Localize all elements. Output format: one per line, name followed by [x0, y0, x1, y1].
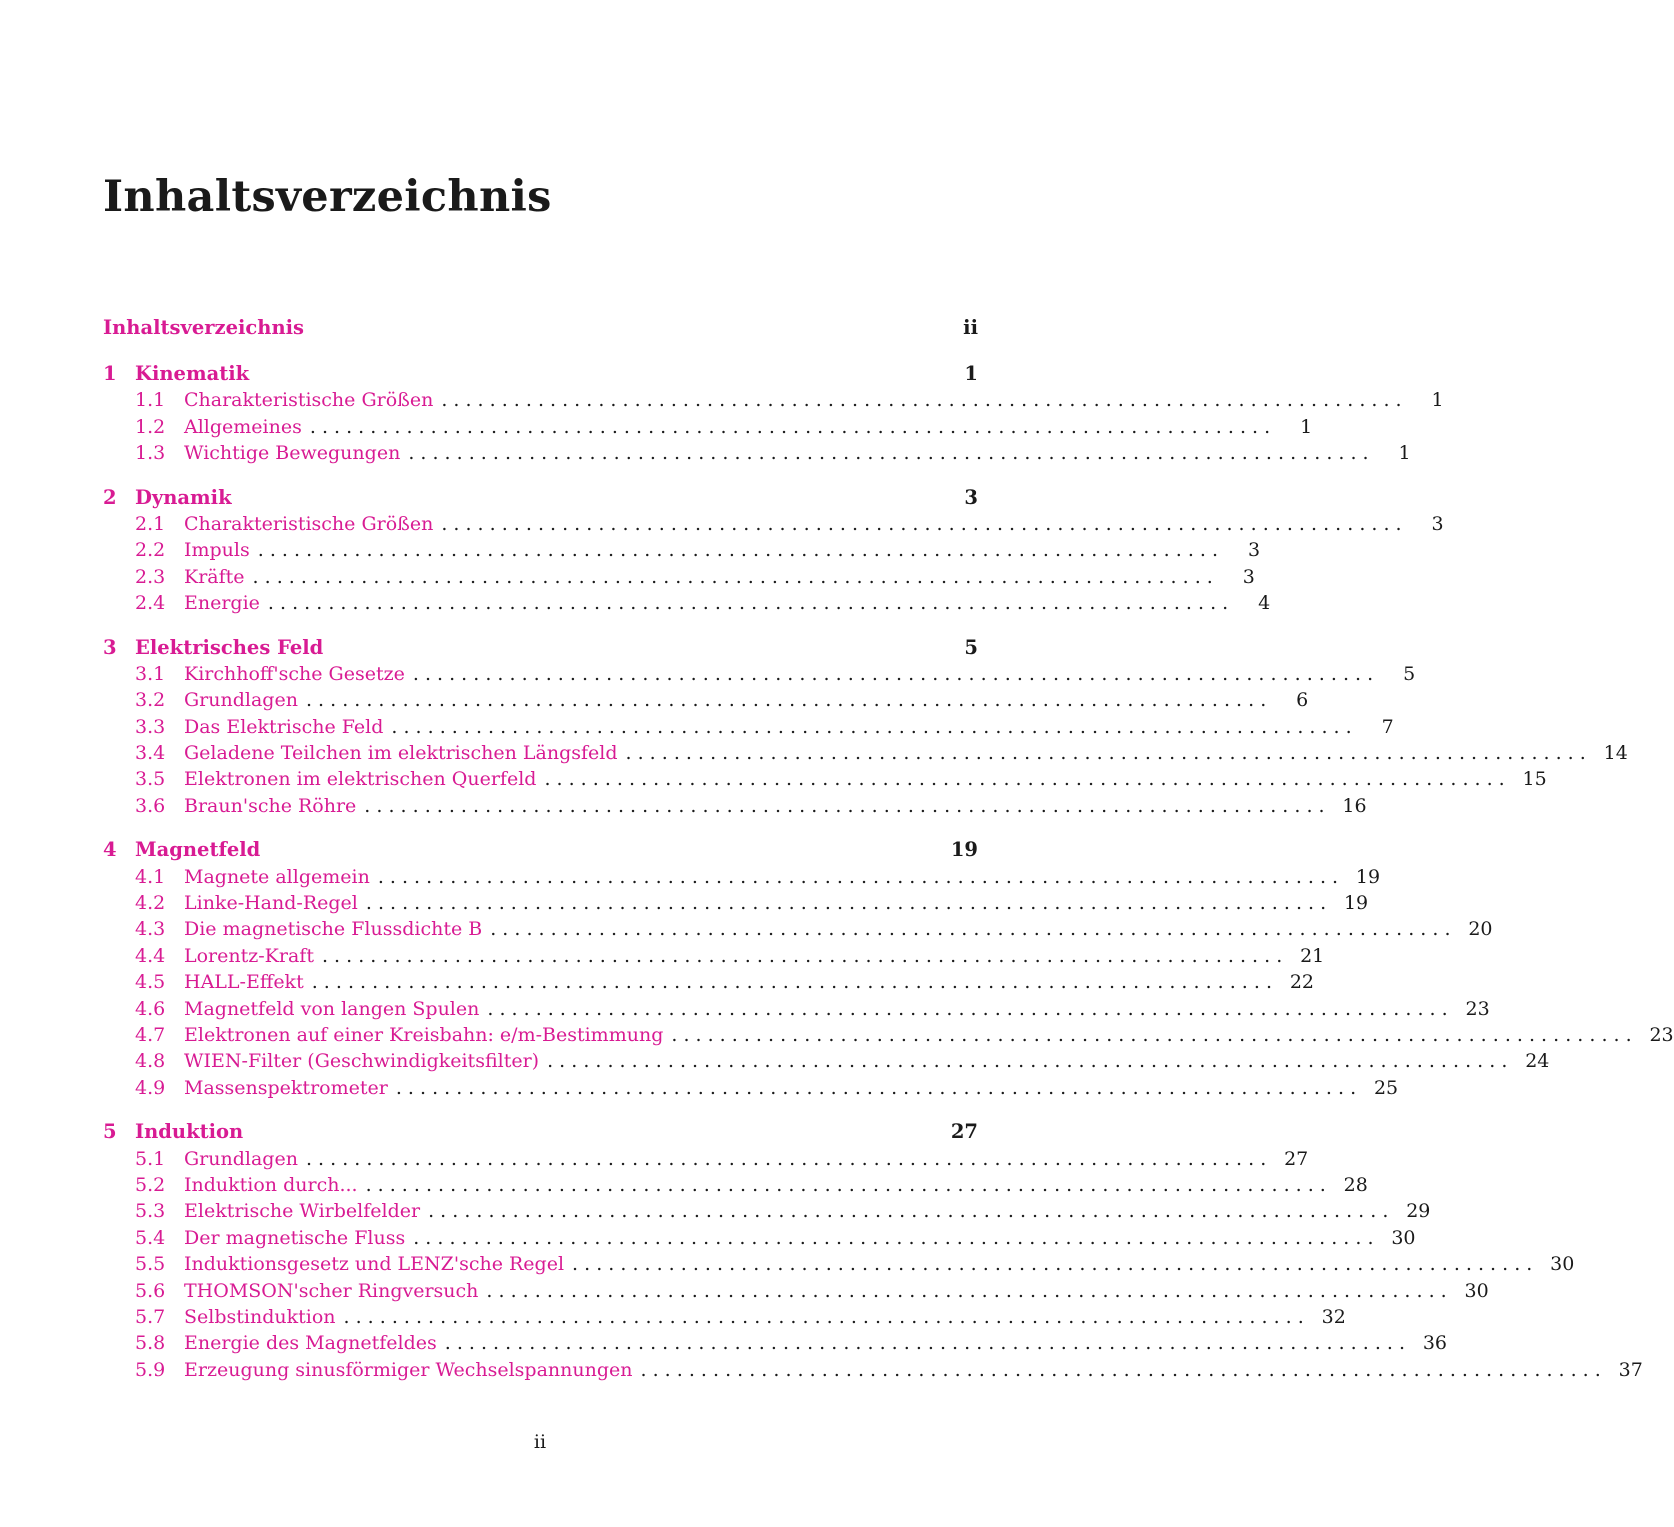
toc-entry-inhaltsverzeichnis[interactable] — [103, 313, 978, 343]
dot-leaders: . . . . . . . . . . . . . . . . . . . . . . . . . . . . . . . . . . . . . . . . . . . . . . . . . . . . . . . . . . . . . . . . . . . . . . . . . . . . . . . . — [441, 389, 1402, 412]
section-row[interactable] — [103, 1146, 1309, 1172]
section-row[interactable] — [103, 564, 1255, 590]
section-title[interactable]: Selbstinduktion — [184, 1305, 336, 1328]
section-row[interactable] — [103, 740, 1628, 766]
chapter-page: 19 — [950, 838, 978, 862]
section-number[interactable]: 4.4 — [135, 944, 166, 967]
section-number[interactable]: 5.5 — [135, 1253, 166, 1276]
section-page: 24 — [1525, 1050, 1550, 1073]
section-page: 20 — [1468, 918, 1493, 941]
section-row[interactable] — [103, 687, 1309, 713]
dot-leaders: . . . . . . . . . . . . . . . . . . . . . . . . . . . . . . . . . . . . . . . . . . . . . . . . . . . . . . . . . . . . . . . . . . . . . . . . . . . . . . . . — [257, 539, 1219, 562]
dot-leaders: . . . . . . . . . . . . . . . . . . . . . . . . . . . . . . . . . . . . . . . . . . . . . . . . . . . . . . . . . . . . . . . . . . . . . . . . . . . . . . . . — [391, 715, 1352, 738]
section-title[interactable]: THOMSON'scher Ringversuch — [184, 1279, 479, 1302]
chapter-number[interactable]: 2 — [103, 485, 117, 509]
chapter-page: 3 — [964, 485, 978, 509]
chapter-row[interactable] — [103, 837, 978, 863]
section-number[interactable]: 3.3 — [135, 715, 166, 738]
chapter-title[interactable]: Induktion — [135, 1120, 244, 1144]
section-number[interactable]: 3.6 — [135, 794, 166, 817]
section-number[interactable]: 2.2 — [135, 539, 166, 562]
section-title[interactable]: Braun'sche Röhre — [184, 794, 357, 817]
section-number[interactable]: 4.6 — [135, 997, 166, 1020]
section-number[interactable]: 1.1 — [135, 389, 166, 412]
section-title[interactable]: Grundlagen — [184, 1147, 298, 1170]
section-title[interactable]: Magnete allgemein — [184, 865, 370, 888]
section-row[interactable] — [103, 440, 1411, 466]
section-title[interactable]: Induktionsgesetz und LENZ'sche Regel — [184, 1253, 565, 1276]
section-title[interactable]: Erzeugung sinusförmiger Wechselspannungen — [184, 1358, 633, 1381]
section-row[interactable] — [103, 1048, 1550, 1074]
dot-leaders: . . . . . . . . . . . . . . . . . . . . . . . . . . . . . . . . . . . . . . . . . . . . . . . . . . . . . . . . . . . . . . . . . . . . . . . . . . . . . . . . — [413, 1226, 1374, 1249]
section-title[interactable]: Magnetfeld von langen Spulen — [184, 997, 480, 1020]
chapter-page: 27 — [950, 1120, 978, 1144]
section-number[interactable]: 4.7 — [135, 1023, 166, 1046]
dot-leaders: . . . . . . . . . . . . . . . . . . . . . . . . . . . . . . . . . . . . . . . . . . . . . . . . . . . . . . . . . . . . . . . . . . . . . . . . . . . . . . . . — [365, 892, 1327, 915]
section-title[interactable]: Energie — [184, 592, 260, 615]
section-row[interactable] — [103, 996, 1490, 1022]
section-number[interactable]: 4.1 — [135, 865, 166, 888]
section-page: 3 — [1247, 539, 1261, 562]
section-number[interactable]: 5.6 — [135, 1279, 166, 1302]
section-title[interactable]: Massenspektrometer — [184, 1076, 388, 1099]
section-page: 19 — [1355, 865, 1381, 888]
chapter-number[interactable]: 4 — [103, 838, 117, 862]
dot-leaders: . . . . . . . . . . . . . . . . . . . . . . . . . . . . . . . . . . . . . . . . . . . . . . . . . . . . . . . . . . . . . . . . . . . . . . . . . . . . . . . . — [444, 1332, 1406, 1355]
section-number[interactable]: 5.2 — [135, 1173, 166, 1196]
chapter-number[interactable]: 5 — [103, 1120, 117, 1144]
section-number[interactable]: 2.1 — [135, 512, 166, 535]
section-page: 28 — [1343, 1173, 1368, 1196]
section-number[interactable]: 4.9 — [135, 1076, 166, 1099]
dot-leaders: . . . . . . . . . . . . . . . . . . . . . . . . . . . . . . . . . . . . . . . . . . . . . . . . . . . . . . . . . . . . . . . . . . . . . . . . . . . . . . . . — [408, 442, 1369, 465]
dot-leaders: . . . . . . . . . . . . . . . . . . . . . . . . . . . . . . . . . . . . . . . . . . . . . . . . . . . . . . . . . . . . . . . . . . . . . . . . . . . . . . . . — [395, 1076, 1357, 1099]
dot-leaders: . . . . . . . . . . . . . . . . . . . . . . . . . . . . . . . . . . . . . . . . . . . . . . . . . . . . . . . . . . . . . . . . . . . . . . . . . . . . . . . . — [377, 865, 1339, 888]
section-title[interactable]: Energie des Magnetfeldes — [184, 1332, 437, 1355]
section-row[interactable] — [103, 714, 1394, 740]
chapter-block — [103, 635, 1628, 820]
section-number[interactable]: 5.1 — [135, 1147, 166, 1170]
section-row[interactable] — [103, 943, 1325, 969]
chapter-number[interactable]: 1 — [103, 362, 117, 385]
dot-leaders: . . . . . . . . . . . . . . . . . . . . . . . . . . . . . . . . . . . . . . . . . . . . . . . . . . . . . . . . . . . . . . . . . . . . . . . . . . . . . . . . — [311, 971, 1273, 994]
dot-leaders: . . . . . . . . . . . . . . . . . . . . . . . . . . . . . . . . . . . . . . . . . . . . . . . . . . . . . . . . . . . . . . . . . . . . . . . . . . . . . . . . — [305, 689, 1267, 712]
toc-entry-title[interactable]: Inhaltsverzeichnis — [103, 316, 305, 339]
chapter-page: 5 — [964, 635, 978, 659]
section-page: 1 — [1398, 442, 1411, 465]
section-row[interactable] — [103, 661, 1416, 687]
section-page: 7 — [1381, 715, 1394, 738]
chapter-row[interactable] — [103, 1119, 978, 1145]
section-number[interactable]: 5.7 — [135, 1305, 166, 1328]
section-number[interactable]: 4.5 — [135, 971, 166, 994]
chapter-block — [103, 361, 1444, 467]
section-title[interactable]: Allgemeines — [184, 415, 302, 438]
section-page: 36 — [1422, 1332, 1448, 1355]
section-page: 32 — [1321, 1305, 1346, 1328]
section-row[interactable] — [103, 1172, 1368, 1198]
section-number[interactable]: 2.3 — [135, 565, 166, 588]
section-page: 29 — [1406, 1200, 1431, 1223]
dot-leaders: . . . . . . . . . . . . . . . . . . . . . . . . . . . . . . . . . . . . . . . . . . . . . . . . . . . . . . . . . . . . . . . . . . . . . . . . . . . . . . . . — [486, 1279, 1447, 1302]
section-row[interactable] — [103, 766, 1547, 792]
section-number[interactable]: 5.4 — [135, 1226, 166, 1249]
section-page: 23 — [1465, 997, 1490, 1020]
section-title[interactable]: Wichtige Bewegungen — [184, 442, 401, 465]
table-of-contents — [103, 313, 1674, 1383]
section-page: 5 — [1403, 662, 1416, 685]
section-number[interactable]: 1.2 — [135, 415, 166, 438]
section-title[interactable]: Linke-Hand-Regel — [184, 892, 358, 915]
section-number[interactable]: 5.8 — [135, 1332, 166, 1355]
section-row[interactable] — [103, 969, 1315, 995]
dot-leaders: . . . . . . . . . . . . . . . . . . . . . . . . . . . . . . . . . . . . . . . . . . . . . . . . . . . . . . . . . . . . . . . . . . . . . . . . . . . . . . . . — [487, 997, 1448, 1020]
dot-leaders: . . . . . . . . . . . . . . . . . . . . . . . . . . . . . . . . . . . . . . . . . . . . . . . . . . . . . . . . . . . . . . . . . . . . . . . . . . . . . . . . — [572, 1253, 1533, 1276]
section-row[interactable] — [103, 1075, 1399, 1101]
section-row[interactable] — [103, 1278, 1489, 1304]
dot-leaders: . . . . . . . . . . . . . . . . . . . . . . . . . . . . . . . . . . . . . . . . . . . . . . . . . . . . . . . . . . . . . . . . . . . . . . . . . . . . . . . . — [412, 662, 1374, 685]
section-page: 27 — [1284, 1147, 1309, 1170]
section-row[interactable] — [103, 1225, 1416, 1251]
dot-leaders: . . . . . . . . . . . . . . . . . . . . . . . . . . . . . . . . . . . . . . . . . . . . . . . . . . . . . . . . . . . . . . . . . . . . . . . . . . . . . . . . — [544, 768, 1505, 791]
section-row[interactable] — [103, 1251, 1575, 1277]
section-number[interactable]: 5.9 — [135, 1358, 166, 1381]
section-page: 30 — [1550, 1253, 1575, 1276]
section-number[interactable]: 2.4 — [135, 592, 166, 615]
section-row[interactable] — [103, 916, 1493, 942]
section-number[interactable]: 4.2 — [135, 892, 166, 915]
section-page: 3 — [1242, 565, 1255, 588]
section-title[interactable]: Der magnetische Fluss — [184, 1226, 406, 1249]
chapter-number[interactable]: 3 — [103, 635, 117, 659]
section-title[interactable]: Die magnetische Flussdichte B — [184, 918, 483, 941]
section-title[interactable]: Charakteristische Größen — [184, 389, 434, 412]
section-title[interactable]: Kirchhoff'sche Gesetze — [184, 662, 405, 685]
dot-leaders: . . . . . . . . . . . . . . . . . . . . . . . . . . . . . . . . . . . . . . . . . . . . . . . . . . . . . . . . . . . . . . . . . . . . . . . . . . . . . . . . — [625, 742, 1586, 765]
dot-leaders: . . . . . . . . . . . . . . . . . . . . . . . . . . . . . . . . . . . . . . . . . . . . . . . . . . . . . . . . . . . . . . . . . . . . . . . . . . . . . . . . — [490, 918, 1451, 941]
section-page: 21 — [1300, 944, 1325, 967]
dot-leaders: . . . . . . . . . . . . . . . . . . . . . . . . . . . . . . . . . . . . . . . . . . . . . . . . . . . . . . . . . . . . . . . . . . . . . . . . . . . . . . . . — [252, 565, 1213, 588]
section-number[interactable]: 3.2 — [135, 689, 166, 712]
section-number[interactable]: 5.3 — [135, 1200, 166, 1223]
section-row[interactable] — [103, 511, 1444, 537]
section-row[interactable] — [103, 537, 1261, 563]
section-title[interactable]: Impuls — [184, 539, 250, 562]
chapter-block — [103, 485, 1444, 617]
section-title[interactable]: Elektronen auf einer Kreisbahn: e/m-Bestimmung — [184, 1023, 664, 1046]
section-page: 30 — [1391, 1226, 1416, 1249]
section-row[interactable] — [103, 1330, 1448, 1356]
section-number[interactable]: 1.3 — [135, 442, 166, 465]
section-row[interactable] — [103, 1198, 1431, 1224]
section-title[interactable]: HALL-Effekt — [184, 971, 304, 994]
chapter-title[interactable]: Elektrisches Feld — [135, 635, 324, 659]
chapter-title[interactable]: Magnetfeld — [135, 838, 261, 862]
section-title[interactable]: Das Elektrische Feld — [184, 715, 384, 738]
section-row[interactable] — [103, 1357, 1643, 1383]
section-row[interactable] — [103, 1304, 1346, 1330]
section-page: 1 — [1300, 415, 1313, 438]
section-title[interactable]: WIEN-Filter (Geschwindigkeitsfilter) — [184, 1050, 540, 1073]
section-row[interactable] — [103, 1022, 1674, 1048]
section-page: 25 — [1373, 1076, 1399, 1099]
chapter-block — [103, 1119, 1643, 1383]
section-title[interactable]: Induktion durch... — [184, 1173, 358, 1196]
page-number: ii — [533, 1431, 547, 1453]
page-title: Inhaltsverzeichnis — [103, 172, 552, 222]
dot-leaders: . . . . . . . . . . . . . . . . . . . . . . . . . . . . . . . . . . . . . . . . . . . . . . . . . . . . . . . . . . . . . . . . . . . . . . . . . . . . . . . . — [343, 1305, 1304, 1328]
section-page: 14 — [1603, 742, 1628, 765]
section-row[interactable] — [103, 387, 1444, 413]
section-row[interactable] — [103, 890, 1369, 916]
section-row[interactable] — [103, 414, 1313, 440]
section-number[interactable]: 4.3 — [135, 918, 166, 941]
dot-leaders: . . . . . . . . . . . . . . . . . . . . . . . . . . . . . . . . . . . . . . . . . . . . . . . . . . . . . . . . . . . . . . . . . . . . . . . . . . . . . . . . — [305, 1147, 1267, 1170]
dot-leaders: . . . . . . . . . . . . . . . . . . . . . . . . . . . . . . . . . . . . . . . . . . . . . . . . . . . . . . . . . . . . . . . . . . . . . . . . . . . . . . . . — [441, 512, 1402, 535]
dot-leaders: . . . . . . . . . . . . . . . . . . . . . . . . . . . . . . . . . . . . . . . . . . . . . . . . . . . . . . . . . . . . . . . . . . . . . . . . . . . . . . . . — [640, 1358, 1601, 1381]
section-page: 4 — [1258, 592, 1271, 615]
section-title[interactable]: Grundlagen — [184, 689, 298, 712]
section-title[interactable]: Lorentz-Kraft — [184, 944, 314, 967]
section-page: 6 — [1296, 689, 1309, 712]
section-row[interactable] — [103, 793, 1367, 819]
dot-leaders: . . . . . . . . . . . . . . . . . . . . . . . . . . . . . . . . . . . . . . . . . . . . . . . . . . . . . . . . . . . . . . . . . . . . . . . . . . . . . . . . — [267, 592, 1229, 615]
section-page: 22 — [1289, 971, 1315, 994]
section-title[interactable]: Elektrische Wirbelfelder — [184, 1200, 421, 1223]
dot-leaders: . . . . . . . . . . . . . . . . . . . . . . . . . . . . . . . . . . . . . . . . . . . . . . . . . . . . . . . . . . . . . . . . . . . . . . . . . . . . . . . . — [547, 1050, 1508, 1073]
section-page: 16 — [1342, 794, 1367, 817]
section-page: 1 — [1431, 389, 1444, 412]
section-page: 3 — [1431, 512, 1444, 535]
section-number[interactable]: 4.8 — [135, 1050, 166, 1073]
section-number[interactable]: 3.5 — [135, 768, 166, 791]
section-page: 15 — [1522, 768, 1547, 791]
chapter-title[interactable]: Dynamik — [135, 485, 232, 509]
section-page: 19 — [1343, 892, 1369, 915]
chapter-block — [103, 837, 1674, 1101]
section-page: 23 — [1649, 1023, 1674, 1046]
section-number[interactable]: 3.1 — [135, 662, 166, 685]
dot-leaders: . . . . . . . . . . . . . . . . . . . . . . . . . . . . . . . . . . . . . . . . . . . . . . . . . . . . . . . . . . . . . . . . . . . . . . . . . . . . . . . . — [309, 415, 1271, 438]
section-title[interactable]: Charakteristische Größen — [184, 512, 434, 535]
dot-leaders: . . . . . . . . . . . . . . . . . . . . . . . . . . . . . . . . . . . . . . . . . . . . . . . . . . . . . . . . . . . . . . . . . . . . . . . . . . . . . . . . — [365, 1173, 1326, 1196]
dot-leaders: . . . . . . . . . . . . . . . . . . . . . . . . . . . . . . . . . . . . . . . . . . . . . . . . . . . . . . . . . . . . . . . . . . . . . . . . . . . . . . . . — [428, 1200, 1389, 1223]
dot-leaders: . . . . . . . . . . . . . . . . . . . . . . . . . . . . . . . . . . . . . . . . . . . . . . . . . . . . . . . . . . . . . . . . . . . . . . . . . . . . . . . . — [321, 944, 1283, 967]
section-number[interactable]: 3.4 — [135, 742, 166, 765]
section-title[interactable]: Geladene Teilchen im elektrischen Längsfeld — [184, 742, 618, 765]
chapter-row[interactable] — [103, 485, 978, 511]
dot-leaders: . . . . . . . . . . . . . . . . . . . . . . . . . . . . . . . . . . . . . . . . . . . . . . . . . . . . . . . . . . . . . . . . . . . . . . . . . . . . . . . . — [671, 1023, 1632, 1046]
section-row[interactable] — [103, 590, 1271, 616]
dot-leaders: . . . . . . . . . . . . . . . . . . . . . . . . . . . . . . . . . . . . . . . . . . . . . . . . . . . . . . . . . . . . . . . . . . . . . . . . . . . . . . . . — [364, 794, 1325, 817]
section-page: 30 — [1464, 1279, 1489, 1302]
section-title[interactable]: Kräfte — [184, 565, 245, 588]
chapter-row[interactable] — [103, 635, 978, 661]
chapter-title[interactable]: Kinematik — [135, 362, 250, 385]
chapter-row[interactable] — [103, 361, 978, 387]
section-row[interactable] — [103, 864, 1381, 890]
section-page: 37 — [1618, 1358, 1643, 1381]
section-title[interactable]: Elektronen im elektrischen Querfeld — [184, 768, 537, 791]
toc-entry-page: ii — [963, 316, 978, 339]
chapter-page: 1 — [964, 362, 978, 385]
